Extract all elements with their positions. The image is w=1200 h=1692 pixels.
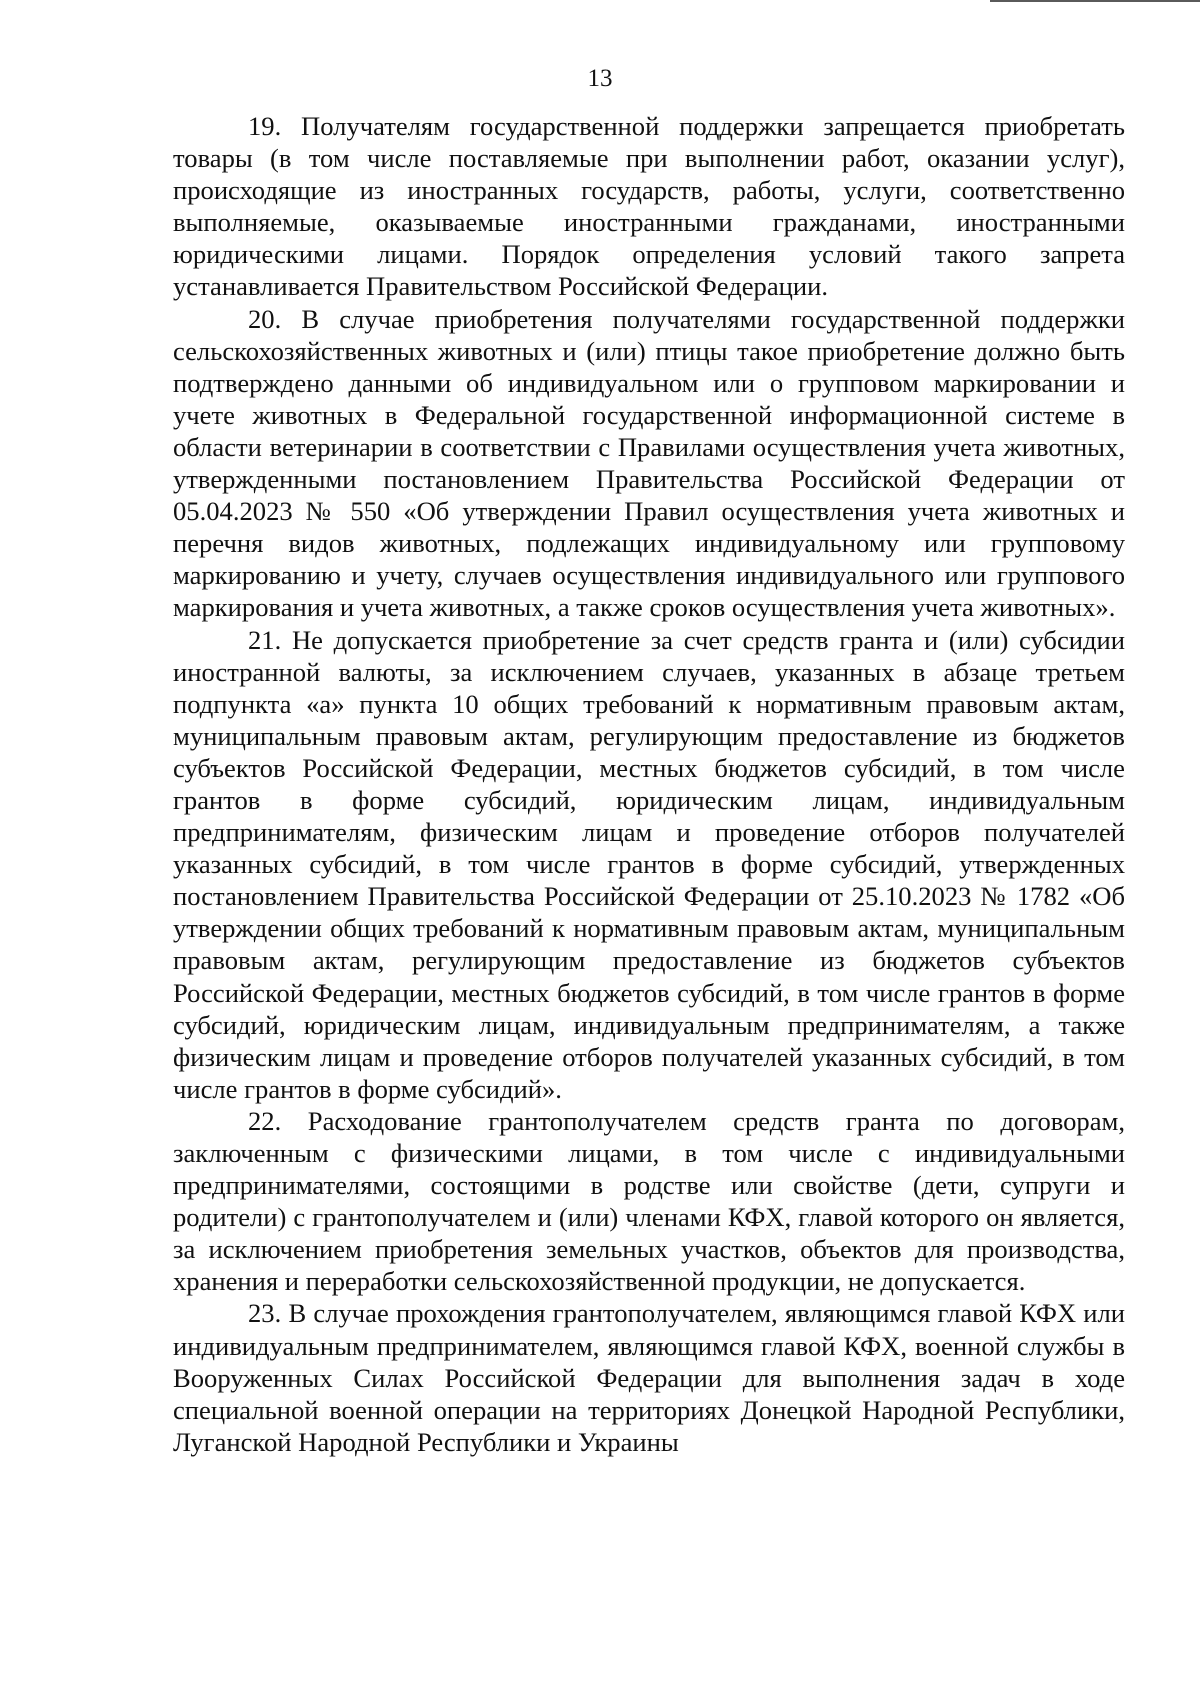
paragraph-19: 19. Получателям государственной поддержки запрещается приобретать товары (в том числе поставляемые при выполнении работ, оказании услуг), происходящие из иностранных государств, работы, услуги, соответственно выполняемые, оказываемые иностранными гражданами, иностранными юридическими лицами. Порядок определения условий такого запрета устанавливается Правительством Российской Федерации. (173, 111, 1125, 302)
paragraph-22: 22. Расходование грантополучателем средств гранта по договорам, заключенным с физическими лицами, в том числе с индивидуальными предпринимателями, состоящими в родстве или свойстве (дети, супруги и родители) с грантополучателем и (или) членами КФХ, главой которого он является, за исключением приобретения земельных участков, объектов для производства, хранения и переработки сельскохозяйственной продукции, не допускается. (173, 1105, 1125, 1297)
paragraph-23: 23. В случае прохождения грантополучателем, являющимся главой КФХ или индивидуальным предпринимателем, являющимся главой КФХ, военной службы в Вооруженных Силах Российской Федерации для выполнения задач в ходе специальной военной операции на территориях Донецкой Народной Республики, Луганской Народной Республики и Украины (173, 1298, 1125, 1457)
paragraph-21: 21. Не допускается приобретение за счет средств гранта и (или) субсидии иностранной валюты, за исключением случаев, указанных в абзаце третьем подпункта «а» пункта 10 общих требований к нормативным правовым актам, муниципальным правовым актам, регулирующим предоставление из бюджетов субъектов Российской Федерации, местных бюджетов субсидий, в том числе грантов в форме субсидий, юридическим лицам, индивидуальным предпринимателям, физическим лицам и проведение отборов получателей указанных субсидий, в том числе грантов в форме субсидий, утвержденных постановлением Правительства Российской Федерации от 25.10.2023 № 1782 «Об утверждении общих требований к нормативным правовым актам, муниципальным правовым актам, регулирующим предоставление из бюджетов субъектов Российской Федерации, местных бюджетов субсидий, в том числе грантов в форме субсидий, юридическим лицам, индивидуальным предпринимателям, а также физическим лицам и проведение отборов получателей указанных субсидий, в том числе грантов в форме субсидий». (173, 624, 1125, 1104)
document-body (173, 110, 1125, 1458)
page-number: 13 (587, 65, 613, 92)
scan-edge-line (990, 0, 1200, 2)
paragraph-20: 20. В случае приобретения получателями государственной поддержки сельскохозяйственных животных и (или) птицы такое приобретение должно быть подтверждено данными об индивидуальном или о групповом маркировании и учете животных в Федеральной государственной информационной системе в области ветеринарии в соответствии с Правилами осуществления учета животных, утвержденными постановлением Правительства Российской Федерации от 05.04.2023 № 550 «Об утверждении Правил осуществления учета животных и перечня видов животных, подлежащих индивидуальному или групповому маркированию и учету, случаев осуществления индивидуального или группового маркирования и учета животных, а также сроков осуществления учета животных». (173, 303, 1125, 623)
